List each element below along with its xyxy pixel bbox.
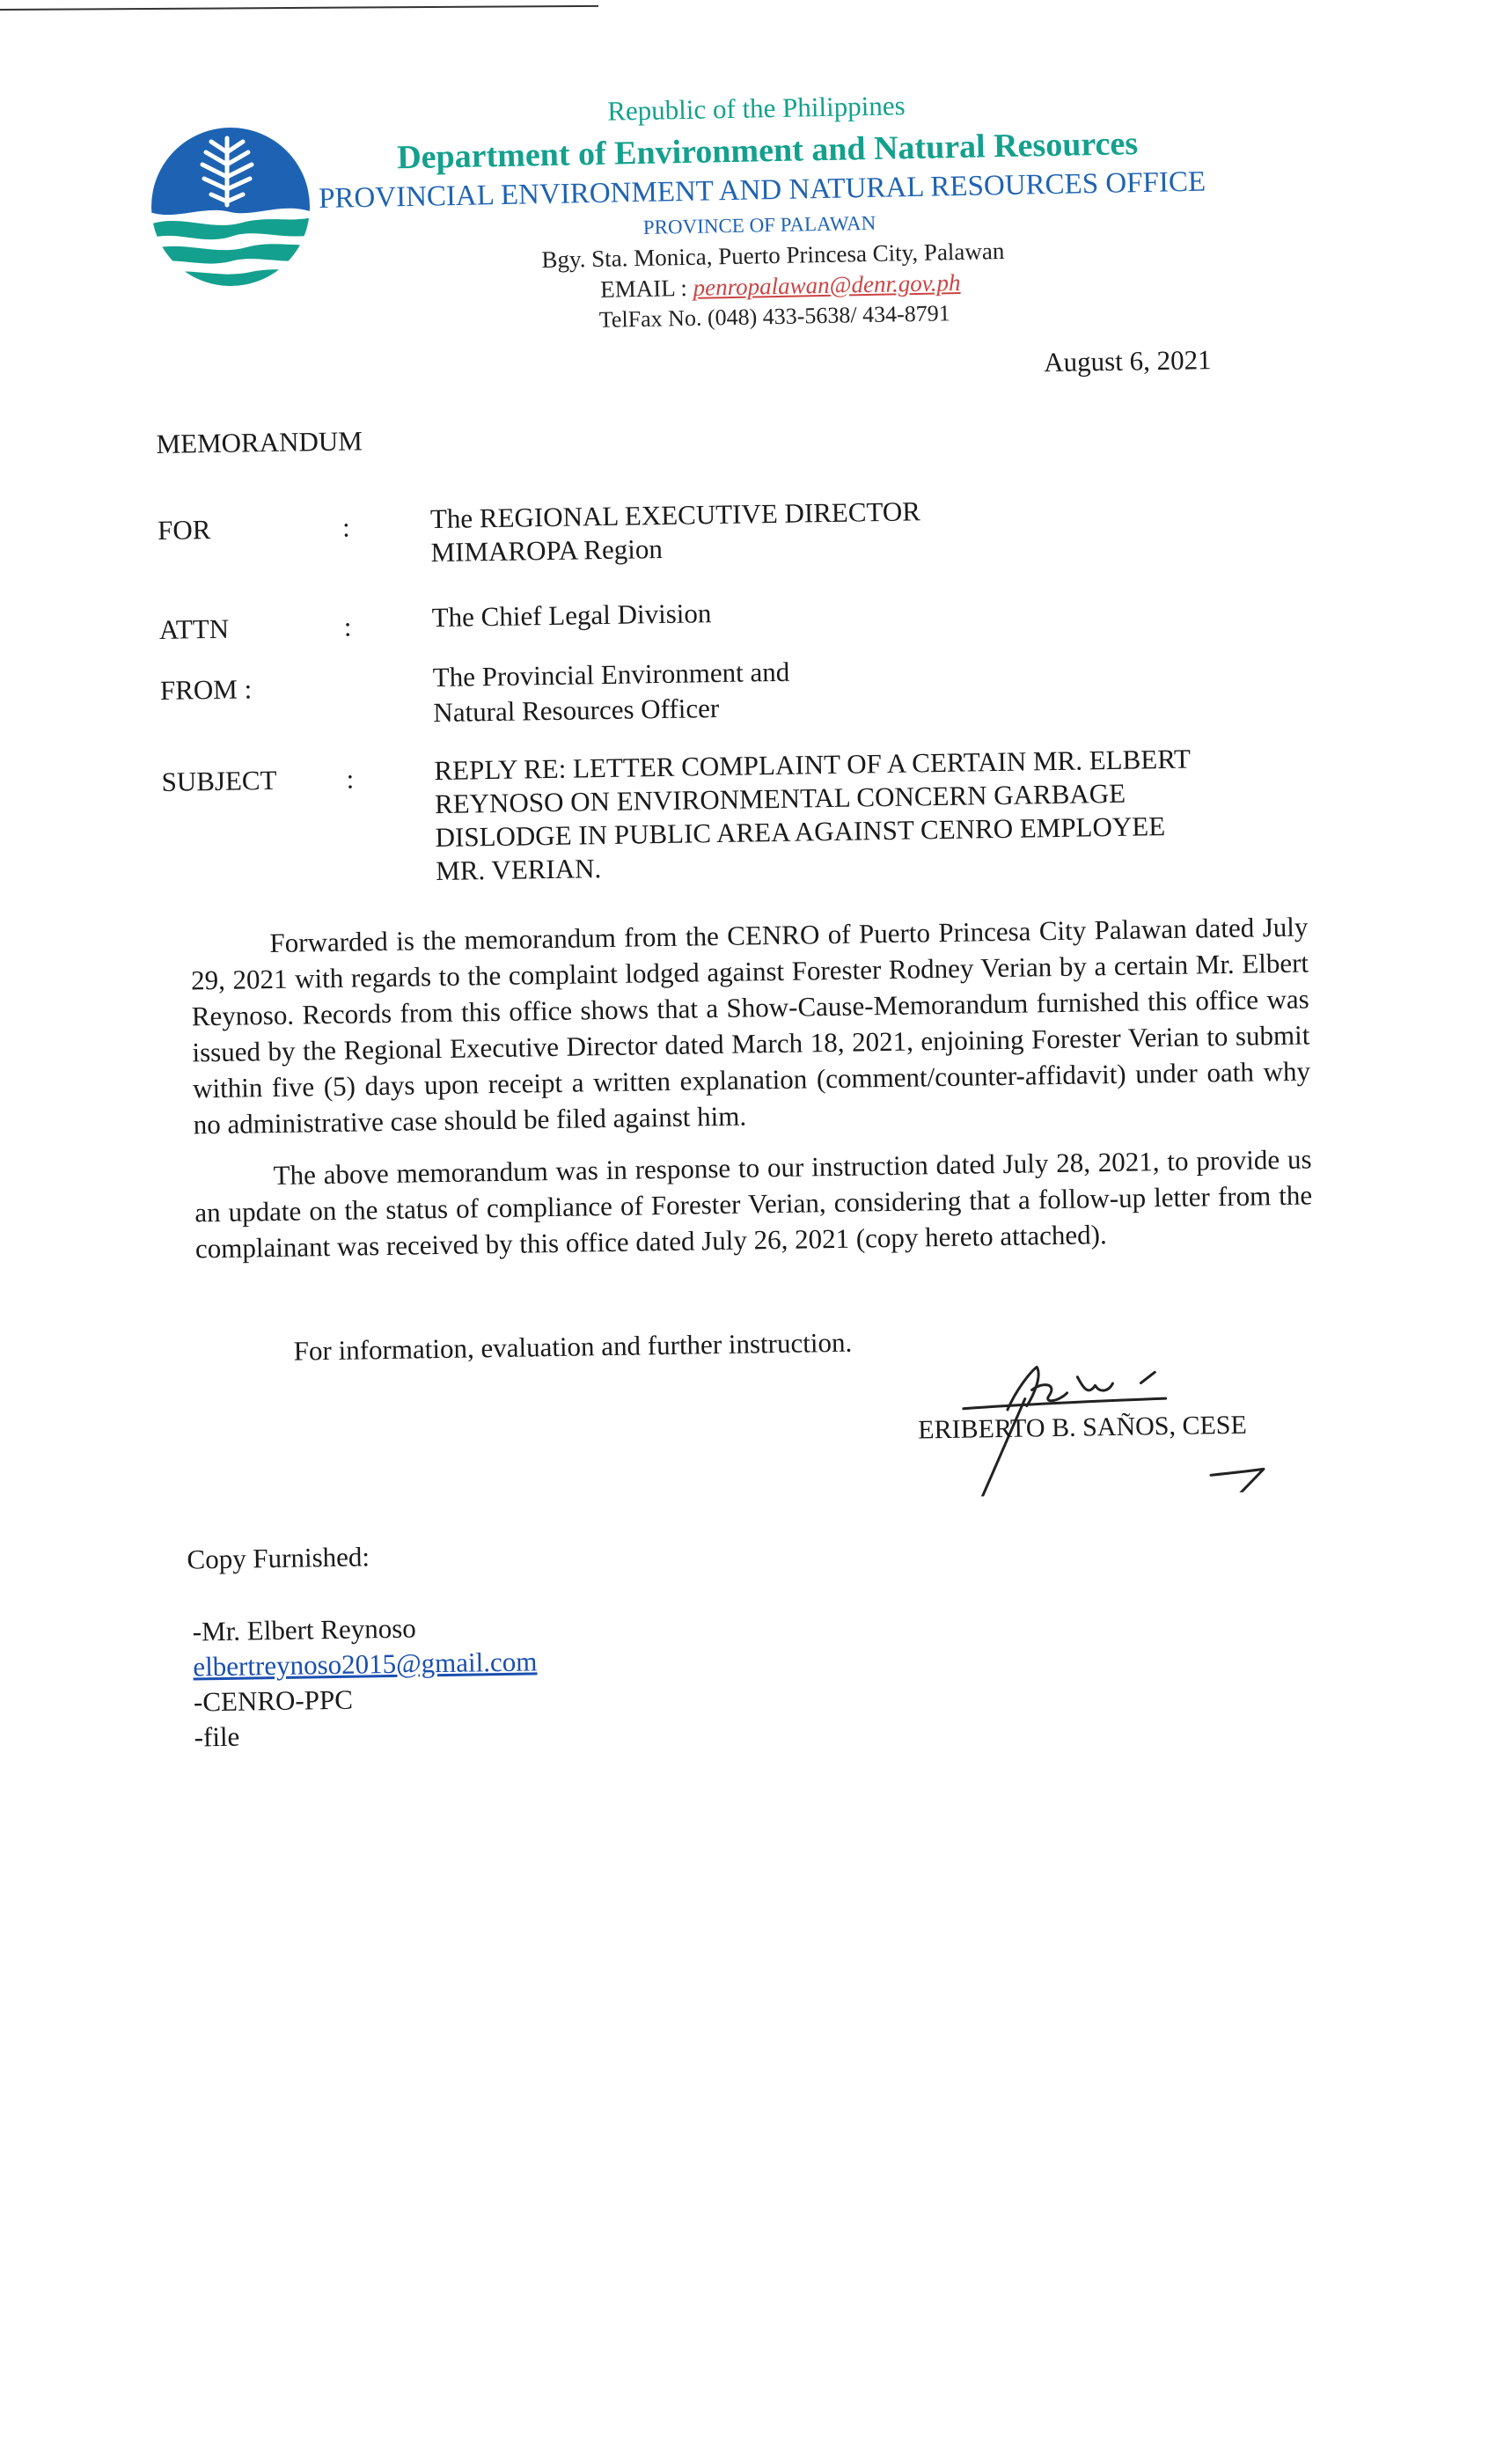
office-address: Bgy. Sta. Monica, Puerto Princesa City, Palawan — [541, 238, 1005, 274]
for-recipient: The REGIONAL EXECUTIVE DIRECTOR — [429, 495, 921, 535]
memo-date: August 6, 2021 — [1043, 344, 1212, 378]
telfax-line: TelFax No. (048) 433-5638/ 434-8791 — [598, 300, 951, 333]
memo-body — [155, 338, 1348, 1800]
cc-recipient-2: -CENRO-PPC — [193, 1683, 354, 1718]
memo-heading: MEMORANDUM — [156, 425, 363, 459]
cc-recipient-1-email-link[interactable]: elbertreynoso2015@gmail.com — [193, 1646, 538, 1683]
subject-line-4: MR. VERIAN. — [435, 853, 602, 887]
province-name: PROVINCE OF PALAWAN — [642, 211, 876, 238]
email-label: EMAIL : — [599, 274, 688, 303]
for-label: FOR — [157, 514, 211, 546]
paragraph-3: For information, evaluation and further instruction. — [293, 1326, 853, 1367]
for-colon: : — [341, 511, 350, 543]
paragraph-1: Forwarded is the memorandum from the CENRO of Puerto Princesa City Palawan dated July 29, 2021 with regards to the complaint lodged against Forester Rodney Verian by a certain Mr. Elbert Reynoso. Records from this office shows that a Show-Cause-Memorandum furnished this office was issued by the Regional Executive Director dated March 18, 2021, enjoining Forester Verian to submit within five (5) days upon receipt a written explanation (comment/counter-affidavit) under oath why no administrative case should be filed against him. — [190, 911, 1311, 1140]
attn-value: The Chief Legal Division — [431, 598, 712, 634]
paragraph-2: The above memorandum was in response to our instruction dated July 28, 2021, to provide us an update on the status of compliance of Forester Verian, considering that a follow-up letter from the complainant was received by this office dated July 26, 2021 (copy hereto attached). — [194, 1143, 1313, 1265]
cc-recipient-1: -Mr. Elbert Reynoso — [192, 1612, 417, 1647]
from-line-1: The Provincial Environment and — [432, 656, 790, 693]
from-label: FROM : — [159, 673, 253, 706]
subject-line-2: REYNOSO ON ENVIRONMENTAL CONCERN GARBAGE — [434, 777, 1126, 820]
subject-label: SUBJECT — [161, 764, 277, 797]
denr-logo — [150, 126, 312, 289]
republic-line: Republic of the Philippines — [606, 90, 906, 127]
for-region: MIMAROPA Region — [430, 532, 664, 568]
signatory-name: ERIBERTO B. SAÑOS, CESE — [918, 1410, 1248, 1445]
cc-file: -file — [194, 1720, 240, 1753]
email-line — [600, 269, 961, 304]
copy-furnished-label: Copy Furnished: — [187, 1541, 370, 1575]
attn-colon: : — [343, 611, 352, 642]
department-name: Department of Environment and Natural Resources — [396, 125, 1139, 177]
attn-label: ATTN — [158, 612, 230, 645]
scan-edge-line — [0, 5, 598, 11]
subject-colon: : — [346, 763, 355, 795]
subject-line-3: DISLODGE IN PUBLIC AREA AGAINST CENRO EMPLOYEE — [435, 810, 1166, 854]
letterhead — [317, 84, 1254, 333]
office-email-link[interactable]: penropalawan@denr.gov.ph — [693, 268, 961, 301]
from-line-2: Natural Resources Officer — [433, 692, 720, 729]
office-name: PROVINCIAL ENVIRONMENT AND NATURAL RESOURCES OFFICE — [318, 165, 1206, 215]
subject-line-1: REPLY RE: LETTER COMPLAINT OF A CERTAIN MR. ELBERT — [434, 743, 1192, 787]
